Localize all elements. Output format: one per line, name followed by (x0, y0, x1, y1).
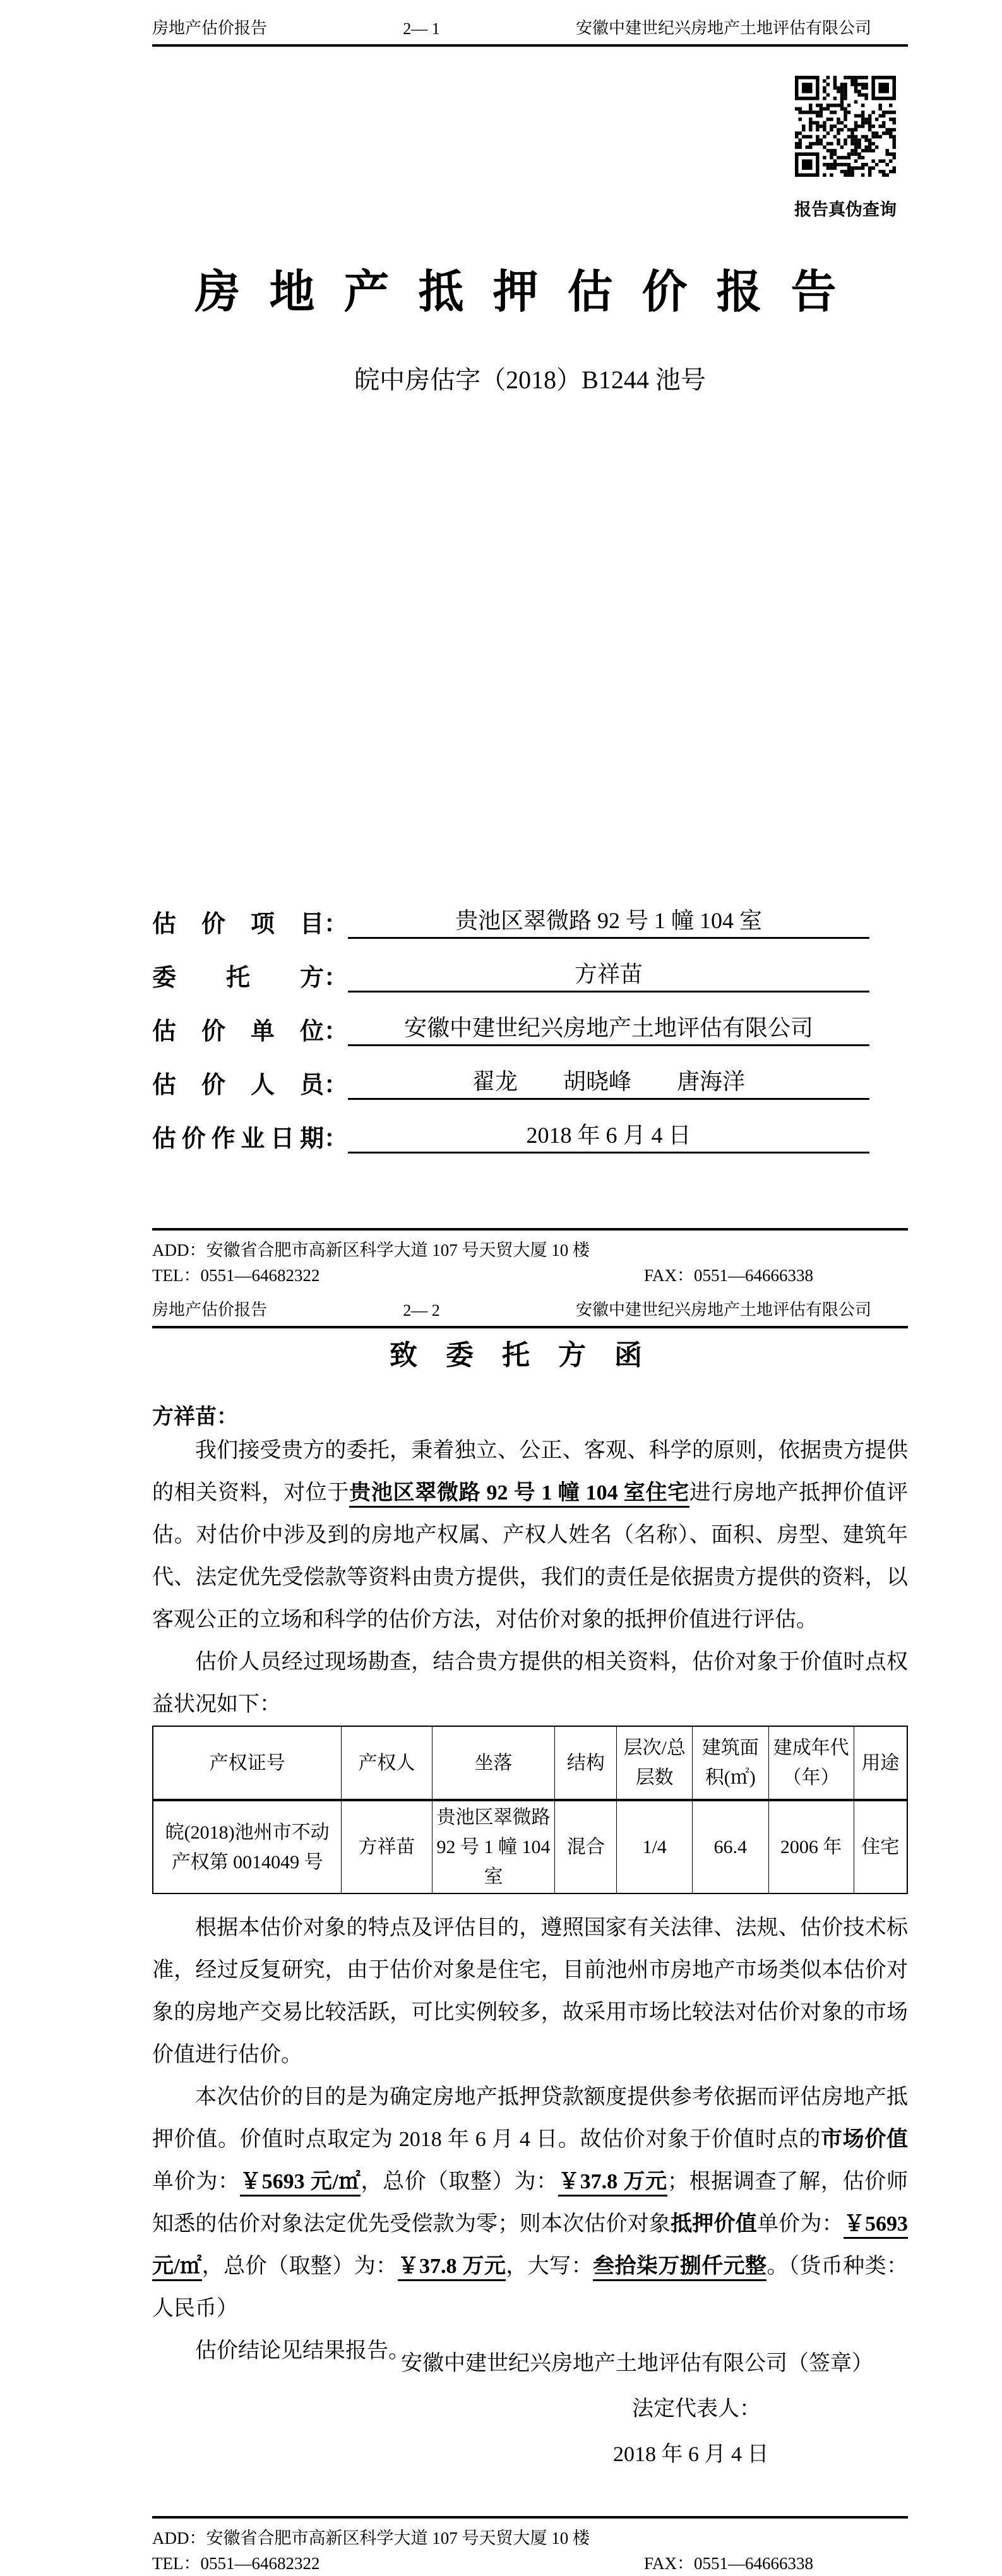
table-header-row (153, 1726, 907, 1800)
field-label: 估价项目 (152, 911, 324, 938)
cell-owner: 方祥苗 (342, 1800, 432, 1893)
field-value: 2018 年 6 月 4 日 (526, 1123, 691, 1148)
col-area: 建筑面积(㎡) (692, 1726, 768, 1800)
cell-structure: 混合 (555, 1800, 617, 1893)
field-row-agency (152, 993, 869, 1046)
col-structure: 结构 (555, 1726, 617, 1800)
signature-legal-rep: 法定代表人： (632, 2397, 761, 2421)
field-label: 估价单位 (152, 1018, 324, 1045)
cover-fields (152, 885, 869, 1154)
field-value: 安徽中建世纪兴房地产土地评估有限公司 (404, 1015, 814, 1041)
cell-certificate-no: 皖(2018)池州市不动产权第 0014049 号 (153, 1800, 342, 1893)
letter-body (152, 1429, 908, 2372)
field-colon: ： (324, 1126, 349, 1152)
qr-code-icon (795, 76, 896, 177)
page2-running-footer (152, 2516, 908, 2574)
header-company-name: 安徽中建世纪兴房地产土地评估有限公司 (575, 19, 871, 37)
field-value: 贵池区翠微路 92 号 1 幢 104 室 (455, 908, 763, 933)
paragraph-valuation-result: 本次估价的目的是为确定房地产抵押贷款额度提供参考依据而评估房地产抵押价值。价值时点取定为 2018 年 6 月 4 日。故估价对象于价值时点的市场价值单价为：￥5693 元/㎡，总价（取整）为：￥37.8 万元；根据调查了解，估价师知悉的估价对象法定优先受偿款为零；则本次估价对象抵押价值单价为：￥5693 元/㎡，总价（取整）为：￥37.8 万元，大写：叁拾柒万捌仟元整。（货币种类：人民币） (152, 2085, 909, 2320)
page1-running-header (152, 15, 908, 47)
signature-date: 2018 年 6 月 4 日 (613, 2443, 769, 2466)
field-value: 方祥苗 (575, 962, 643, 987)
field-colon: ： (324, 965, 349, 991)
col-location: 坐落 (432, 1726, 555, 1800)
header-page-number: 2— 1 (403, 20, 440, 38)
cell-area: 66.4 (692, 1800, 768, 1893)
field-label: 估价作业日期 (152, 1126, 324, 1152)
paragraph-conclusion: 估价结论见结果报告。 (195, 2339, 410, 2363)
report-number: 皖中房估字（2018）B1244 池号 (354, 366, 706, 394)
paragraph-method: 根据本估价对象的特点及评估目的，遵照国家有关法律、法规、估价技术标准，经过反复研究，由于估价对象是住宅，目前池州市房地产市场类似本估价对象的房地产交易比较活跃，可比实例较多，故采用市场比较法对估价对象的市场价值进行估价。 (152, 1916, 908, 2066)
col-year-built: 建成年代（年） (768, 1726, 854, 1800)
field-label: 估价人员 (152, 1072, 324, 1099)
col-floor: 层次/总层数 (617, 1726, 693, 1800)
field-colon: ： (324, 1072, 349, 1099)
footer-fax: FAX：0551—64666338 (644, 2554, 814, 2573)
cell-location: 贵池区翠微路 92 号 1 幢 104 室 (432, 1800, 555, 1893)
letter-page (0, 1288, 1002, 2576)
col-owner: 产权人 (342, 1726, 432, 1800)
qr-caption: 报告真伪查询 (794, 200, 897, 219)
field-underline (348, 1066, 869, 1100)
page2-running-header (152, 1297, 908, 1328)
header-company-name: 安徽中建世纪兴房地产土地评估有限公司 (575, 1301, 871, 1319)
table-row (153, 1800, 907, 1893)
field-underline (348, 1013, 869, 1046)
salutation: 方祥苗： (152, 1405, 238, 1429)
field-row-client (152, 939, 869, 993)
header-doc-type: 房地产估价报告 (152, 19, 268, 37)
paragraph-commission: 我们接受贵方的委托，秉着独立、公正、客观、科学的原则，依据贵方提供的相关资料，对位于贵池区翠微路 92 号 1 幢 104 室住宅进行房地产抵押价值评估。对估价中涉及到的房地产权属、产权人姓名（名称）、面积、房型、建筑年代、法定优先受偿款等资料由贵方提供，我们的责任是依据贵方提供的资料，以客观公正的立场和科学的估价方法，对估价对象的抵押价值进行评估。 (152, 1439, 908, 1631)
col-certificate-no: 产权证号 (153, 1726, 342, 1800)
field-value: 翟龙 胡晓峰 唐海洋 (472, 1069, 746, 1094)
field-underline (348, 1120, 869, 1154)
footer-address: ADD：安徽省合肥市高新区科学大道 107 号天贸大厦 10 楼 (152, 1241, 590, 1260)
report-title: 房地产抵押估价报告 (194, 267, 866, 318)
letter-title: 致委托方函 (390, 1340, 671, 1371)
footer-address: ADD：安徽省合肥市高新区科学大道 107 号天贸大厦 10 楼 (152, 2529, 590, 2548)
signature-company: 安徽中建世纪兴房地产土地评估有限公司（签章） (401, 2352, 873, 2375)
page1-running-footer (152, 1228, 908, 1286)
paragraph-survey: 估价人员经过现场勘查，结合贵方提供的相关资料，估价对象于价值时点权益状况如下： (152, 1650, 908, 1716)
field-row-appraisers (152, 1046, 869, 1100)
signature-block (152, 2341, 908, 2478)
field-row-project (152, 885, 869, 939)
footer-fax: FAX：0551—64666338 (644, 1266, 814, 1285)
footer-tel: TEL：0551—64682322 (152, 1266, 320, 1285)
report-verification-block (794, 76, 897, 220)
cell-year-built: 2006 年 (768, 1800, 854, 1893)
field-row-work-date (152, 1100, 869, 1154)
col-use: 用途 (854, 1726, 907, 1800)
field-label: 委托方 (152, 965, 324, 991)
property-rights-table (152, 1726, 908, 1894)
field-underline (348, 905, 869, 939)
header-page-number: 2— 2 (403, 1301, 440, 1320)
field-colon: ： (324, 911, 349, 938)
field-colon: ： (324, 1018, 349, 1045)
footer-tel: TEL：0551—64682322 (152, 2554, 320, 2573)
cell-use: 住宅 (854, 1800, 907, 1893)
header-doc-type: 房地产估价报告 (152, 1301, 268, 1319)
cell-floor: 1/4 (617, 1800, 693, 1893)
field-underline (348, 959, 869, 993)
